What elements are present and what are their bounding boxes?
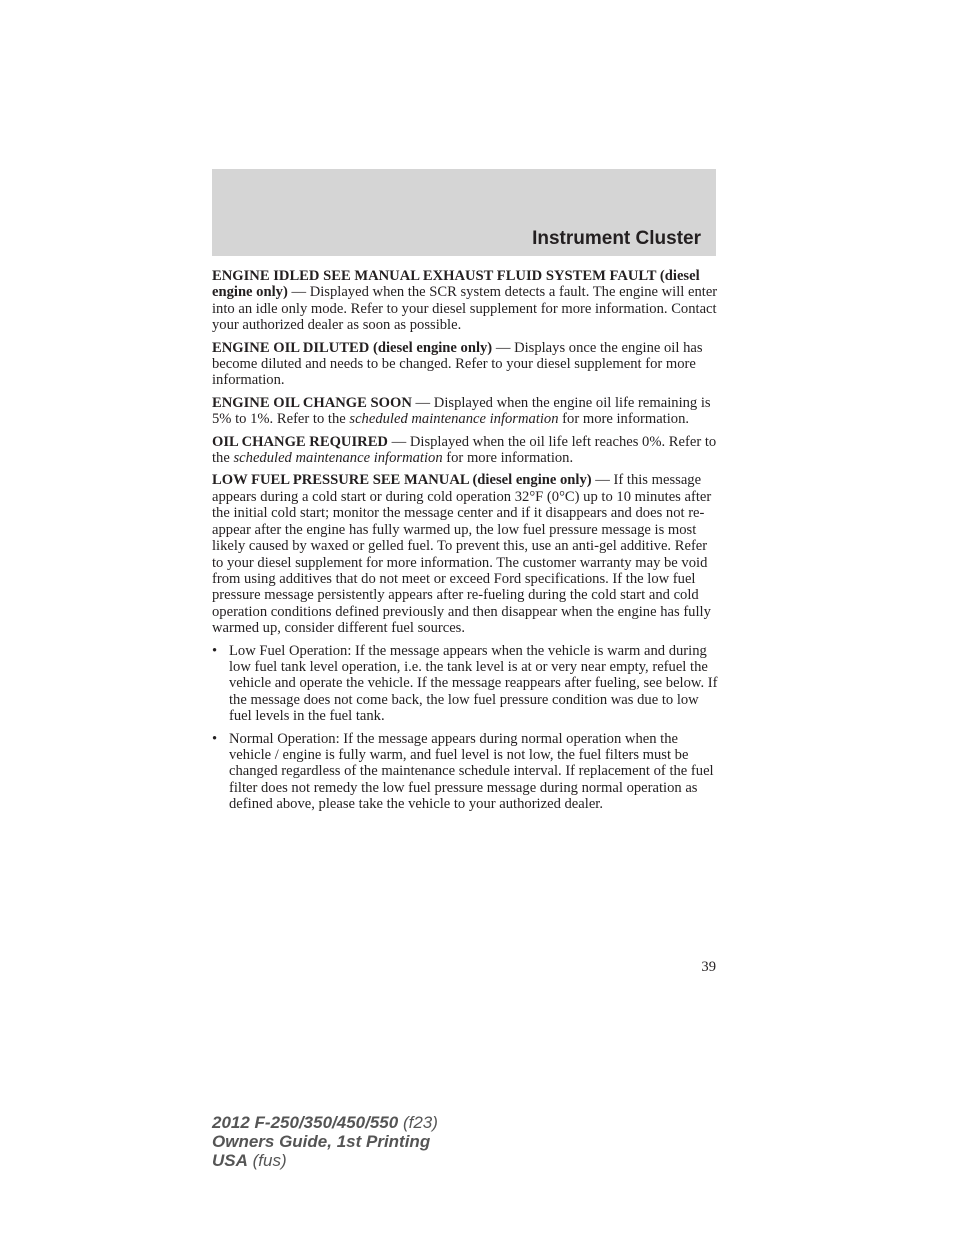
description-end: for more information. bbox=[442, 450, 574, 467]
page-content bbox=[212, 268, 718, 819]
list-item-text: Low Fuel Operation: If the message appears when the vehicle is warm and during low fuel tank level operation, i.e. the tank level is at or very near empty, refuel the vehicle and operate the vehicle. If the message reappears after fueling, see below. If the message does not come back, the low fuel pressure condition was due to low fuel levels in the fuel tank. bbox=[229, 642, 718, 725]
description: — Displayed when the SCR system detects a fault. The engine will enter into an idle only mode. Refer to your diesel supplement for more information. Contact your authorized dealer as soon as possible. bbox=[212, 284, 718, 334]
footer-model-line bbox=[212, 1113, 438, 1132]
bullet-icon: • bbox=[212, 642, 218, 659]
description: — Displayed when the engine oil life remaining is 5% to 1%. Refer to the bbox=[212, 394, 711, 428]
description: — Displays once the engine oil has become diluted and needs to be changed. Refer to your diesel supplement for more information. bbox=[212, 339, 703, 389]
footer-region: USA bbox=[212, 1151, 248, 1170]
bullet-list bbox=[212, 643, 718, 813]
term: ENGINE OIL CHANGE SOON bbox=[212, 394, 412, 411]
term: LOW FUEL PRESSURE SEE MANUAL (diesel engine only) bbox=[212, 472, 592, 489]
paragraph-oil-change-required bbox=[212, 434, 718, 467]
footer-model-code: (f23) bbox=[398, 1113, 438, 1132]
description-end: for more information. bbox=[558, 411, 690, 428]
footer-region-code: (fus) bbox=[247, 1151, 287, 1170]
list-item bbox=[212, 731, 718, 813]
description: — If this message appears during a cold start or during cold operation 32°F (0°C) up to 10 minutes after the initial cold start; monitor the message center and if it disappears and does not re-appear after the engine has fully warmed up, the low fuel pressure message is most likely caused by waxed or gelled fuel. To prevent this, use an anti-gel additive. Refer to your diesel supplement for more information. The customer warranty may be void from using additives that do not meet or exceed Ford specifications. If the low fuel pressure message persistently appears after re-fueling during the cold start and cold operation conditions defined previously and then disappear when the engine has fully warmed up, consider different fuel sources. bbox=[212, 472, 712, 637]
list-item bbox=[212, 643, 718, 725]
term: OIL CHANGE REQUIRED bbox=[212, 433, 388, 450]
bullet-icon: • bbox=[212, 730, 218, 747]
footer-guide: Owners Guide, 1st Printing bbox=[212, 1132, 431, 1151]
page-number: 39 bbox=[701, 959, 716, 975]
term: ENGINE OIL DILUTED (diesel engine only) bbox=[212, 339, 493, 356]
list-item-text: Normal Operation: If the message appears during normal operation when the vehicle / engine is fully warm, and fuel level is not low, the fuel filters must be changed regardless of the maintenance schedule interval. If replacement of the fuel filter does not remedy the low fuel pressure message during normal operation as defined above, please take the vehicle to your authorized dealer. bbox=[229, 730, 714, 813]
term: ENGINE IDLED SEE MANUAL EXHAUST FLUID SYSTEM FAULT (diesel engine only) bbox=[212, 268, 700, 301]
section-header bbox=[212, 169, 716, 256]
section-title: Instrument Cluster bbox=[532, 228, 701, 249]
italic-reference: scheduled maintenance information bbox=[233, 450, 443, 467]
italic-reference: scheduled maintenance information bbox=[349, 411, 559, 428]
paragraph-exhaust-fluid-fault bbox=[212, 268, 718, 334]
paragraph-low-fuel-pressure bbox=[212, 472, 718, 636]
paragraph-oil-diluted bbox=[212, 340, 718, 389]
footer bbox=[212, 1113, 438, 1170]
footer-region-line bbox=[212, 1151, 438, 1170]
footer-model: 2012 F-250/350/450/550 bbox=[212, 1113, 399, 1132]
paragraph-oil-change-soon bbox=[212, 395, 718, 428]
description: — Displayed when the oil life left reaches 0%. Refer to the bbox=[212, 433, 717, 467]
